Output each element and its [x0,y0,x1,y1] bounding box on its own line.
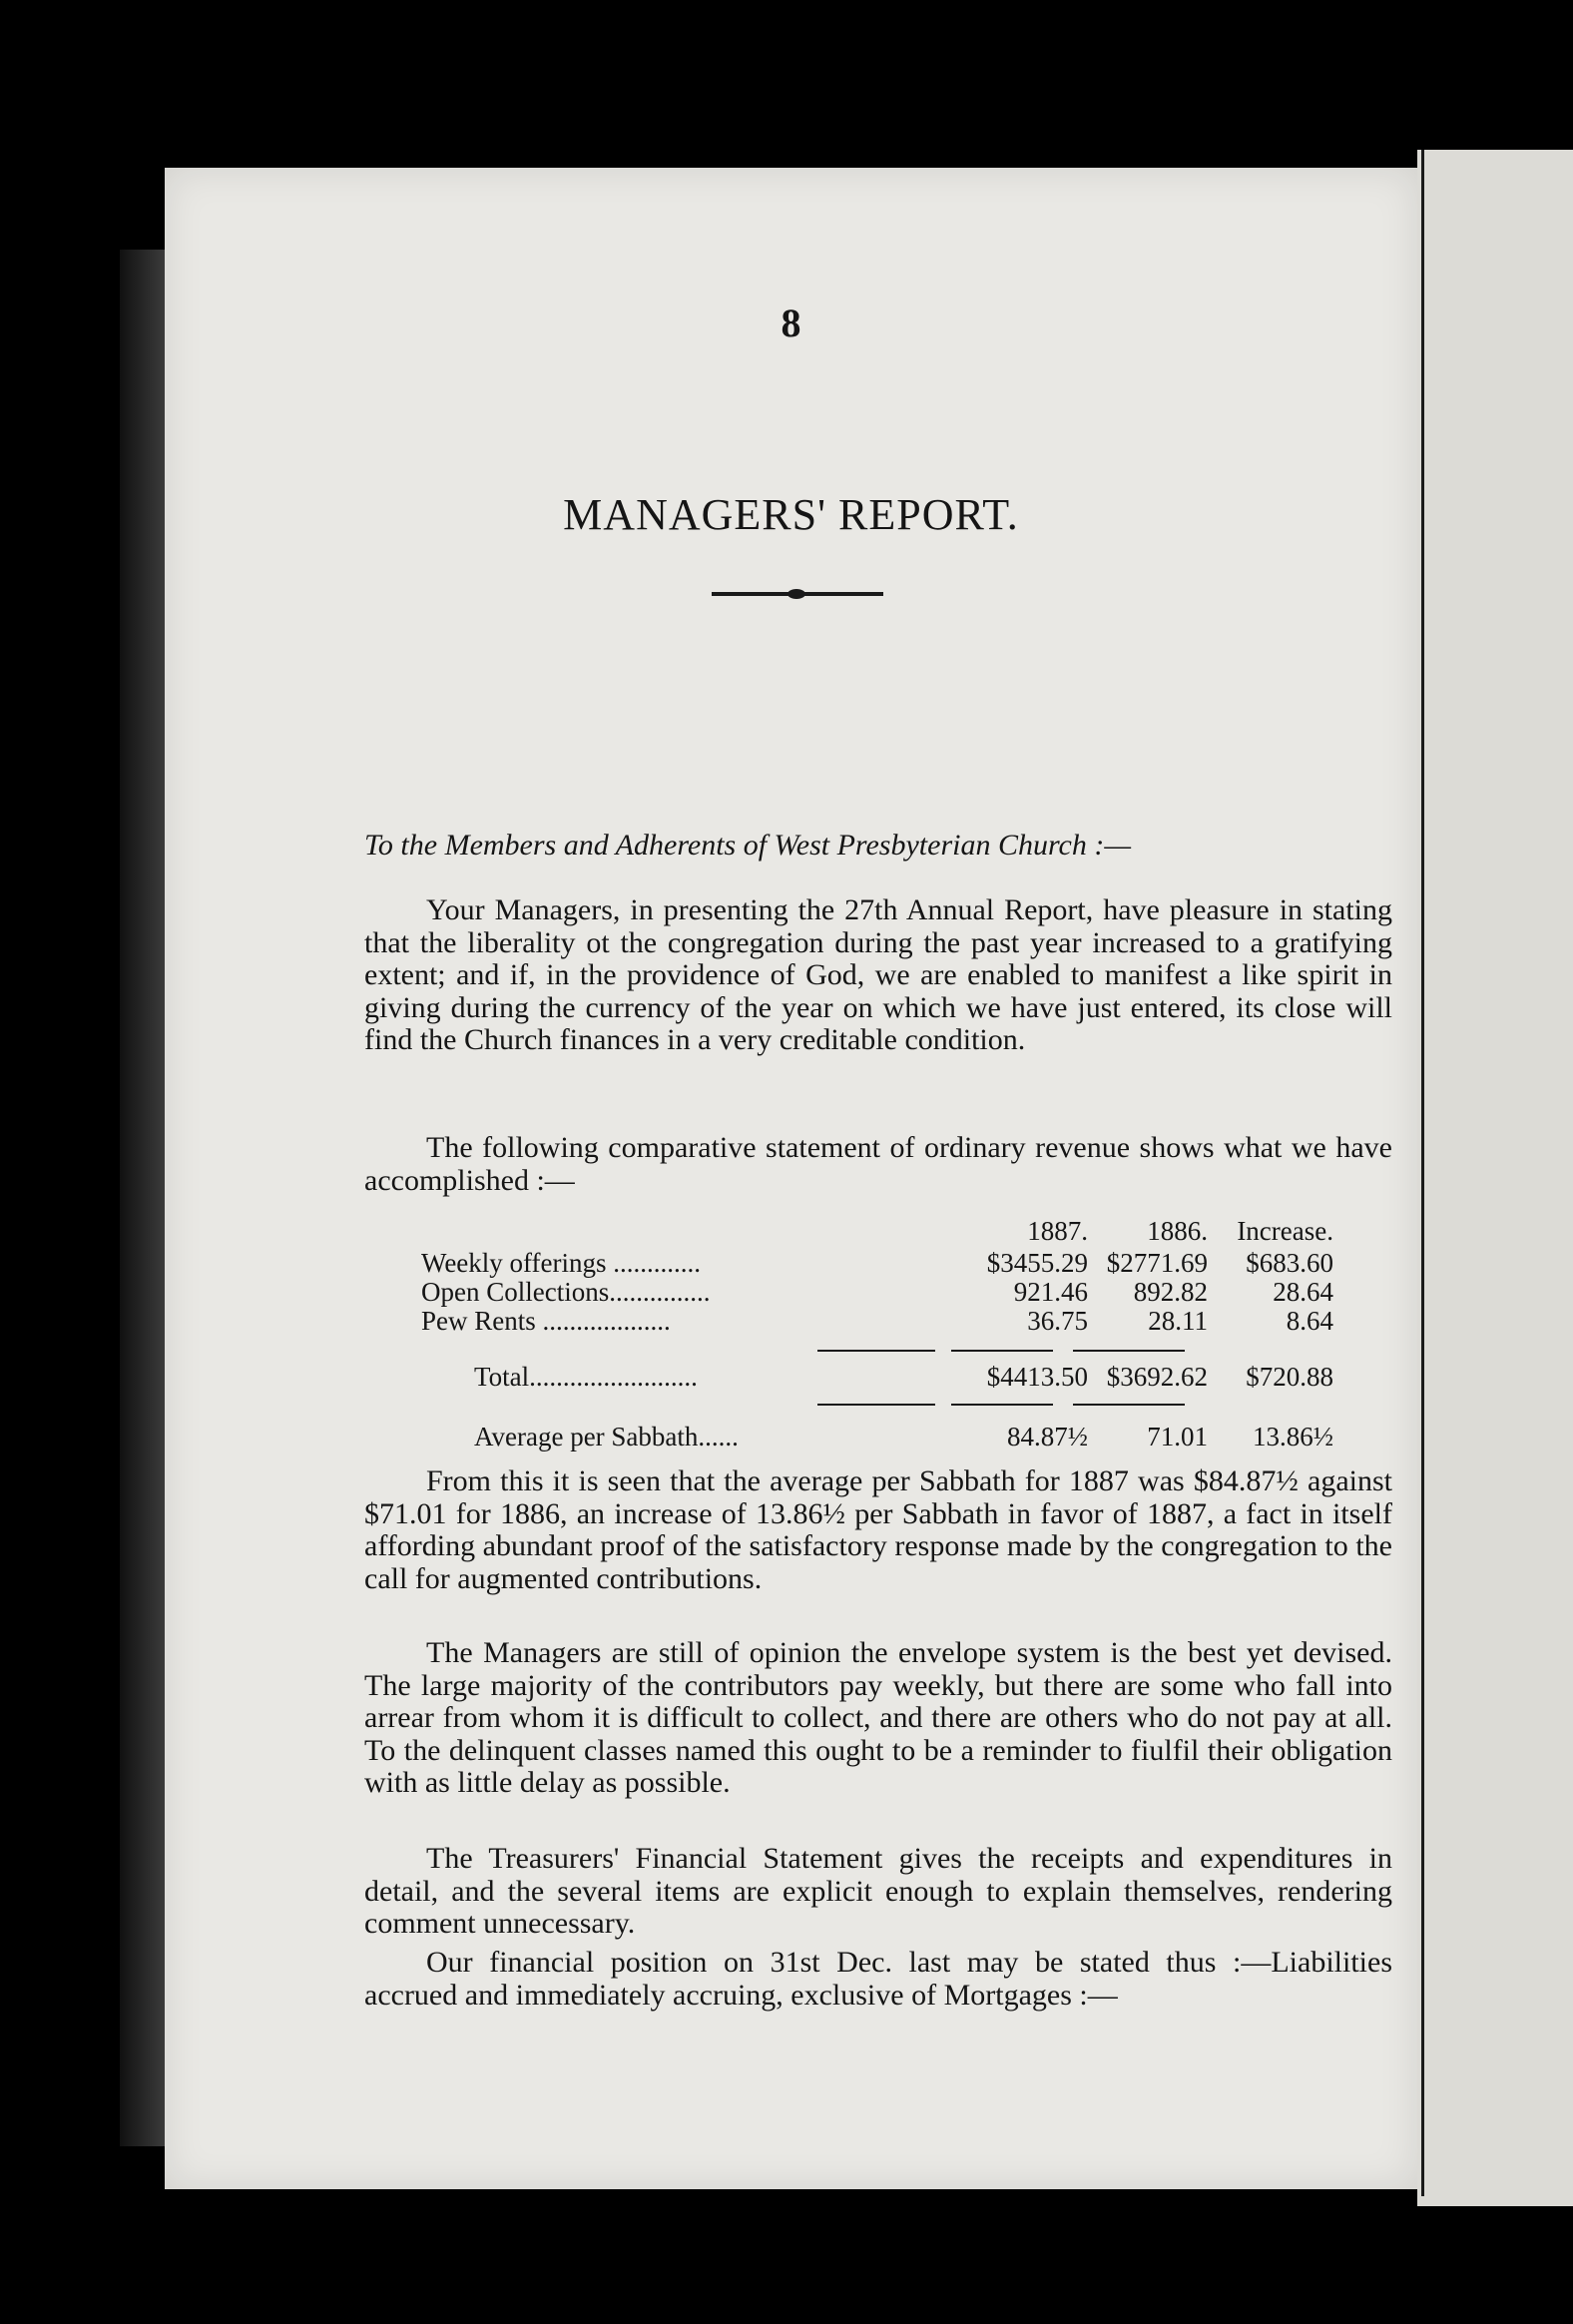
average-value-1886: 71.01 [1147,1422,1208,1452]
adjacent-page-rule [1421,150,1424,2196]
row-value-1887: $3455.29 [986,1248,1088,1278]
total-value-1887: $4413.50 [986,1362,1088,1392]
total-rule-1887 [817,1350,935,1352]
total-value-increase: $720.88 [1246,1362,1333,1392]
paragraph-2: The following comparative statement of ordinary revenue shows what we have accomplished :— [364,1131,1392,1197]
header-increase: Increase. [1237,1216,1333,1246]
total-value-1886: $3692.62 [1106,1362,1208,1392]
total-label: Total......................... [474,1362,698,1392]
page-title: MANAGERS' REPORT. [563,490,1019,539]
paragraph-6: Our financial position on 31st Dec. last may be stated thus :—Liabilities accrued and immediately accruing, exclusive of Mortgages :— [364,1946,1392,2012]
adjacent-page-edge [1417,150,1573,2206]
row-label: Pew Rents ................... [421,1306,671,1336]
average-rule-increase [1073,1404,1185,1406]
paragraph-3: From this it is seen that the average per Sabbath for 1887 was $84.87½ against $71.01 for 1886, an increase of 13.86½ per Sabbath in favor of 1887, a fact in itself affording abundant proof of the satisfactory response made by the congregation to the call for augmented contributions. [364,1464,1392,1595]
row-value-1886: 28.11 [1148,1306,1208,1336]
row-value-increase: 8.64 [1286,1306,1333,1336]
paragraph-5: The Treasurers' Financial Statement gives the receipts and expenditures in detail, and the several items are explicit enough to explain themselves, rendering comment unnecessary. [364,1842,1392,1940]
row-value-1886: 892.82 [1133,1277,1208,1307]
page-number: 8 [781,300,801,345]
total-rule-increase [1073,1350,1185,1352]
average-rule-1886 [951,1404,1053,1406]
document-page [165,168,1417,2189]
row-value-1887: 36.75 [1027,1306,1088,1336]
binding-shadow [120,250,165,2146]
average-rule-1887 [817,1404,935,1406]
paragraph-4: The Managers are still of opinion the envelope system is the best yet devised. The large majority of the contributors pay weekly, but there are some who fall into arrear from whom it is difficult to collect, and there are others who do not pay at all. To the delinquent classes named this ought to be a reminder to fiulfil their obligation with as little delay as possible. [364,1636,1392,1799]
row-value-increase: $683.60 [1246,1248,1333,1278]
header-1887: 1887. [1027,1216,1088,1246]
header-1886: 1886. [1147,1216,1208,1246]
average-value-1887: 84.87½ [1007,1422,1088,1452]
row-label: Weekly offerings ............. [421,1248,702,1278]
row-value-1887: 921.46 [1013,1277,1088,1307]
row-label: Open Collections............... [421,1277,711,1307]
row-value-1886: $2771.69 [1106,1248,1208,1278]
average-label: Average per Sabbath...... [474,1422,739,1452]
salutation: To the Members and Adherents of West Presbyterian Church :— [364,829,1132,862]
paragraph-1: Your Managers, in presenting the 27th Annual Report, have pleasure in stating that the liberality ot the congregation during the past year increased to a gratifying extent; and if, in the providence of God, we are enabled to manifest a like spirit in giving during the currency of the year on which we have just entered, its close will find the Church finances in a very creditable condition. [364,893,1392,1056]
total-rule-1886 [951,1350,1053,1352]
row-value-increase: 28.64 [1273,1277,1333,1307]
average-value-increase: 13.86½ [1253,1422,1333,1452]
